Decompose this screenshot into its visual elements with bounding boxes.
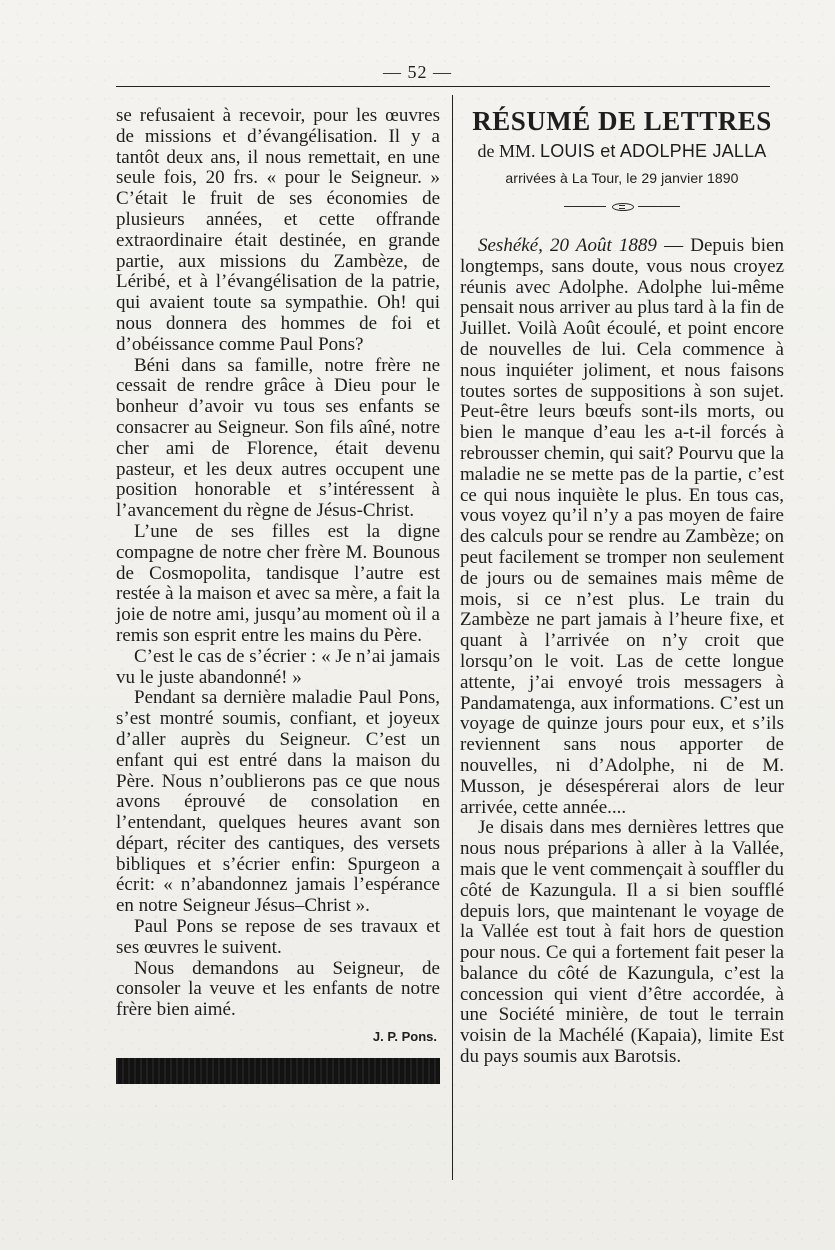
left-column xyxy=(116,106,440,1084)
signature: J. P. Pons. xyxy=(372,1029,437,1045)
left-paragraph-2: Béni dans sa famille, notre frère ne cessait de rendre grâce à Dieu pour le bonheur d’avoir vu tous ses enfants se consacrer au Seigneur. Son fils aîné, notre cher ami de Florence, était devenu pasteur, et les deux autres occupent une position honorable et s’intéressent à l’avancement du règne de Jésus-Christ. xyxy=(116,354,440,522)
subtitle-prefix: de MM. xyxy=(477,141,536,161)
right-paragraph-1 xyxy=(460,236,784,818)
dateline: Seshéké, 20 Août 1889 xyxy=(478,235,657,256)
left-paragraph-3: L’une de ses filles est la digne compagne de notre cher frère M. Bounous de Cosmopolita, tandisque l’autre est restée à la maison et avec sa mère, a fait la joie de notre ami, jusqu’au moment où il a remis son esprit entre les mains du Père. xyxy=(116,520,440,646)
right-paragraph-1-text: — Depuis bien longtemps, sans doute, vous nous croyez réunis avec Adolphe. Adolphe lui-même pensait nous arriver au plus tard à la fin de Juillet. Voilà Août écoulé, et point encore de nouvelles de lui. Cela commence à nous inquiéter joliment, et nous faisons toutes sortes de suppositions à son sujet. Peut-être leurs bœufs sont-ils morts, ou bien le manque d’eau les a-t-il forcés à rebrousser chemin, qui sait? Pourvu que la maladie ne se mette pas de la partie, c’est ce qui nous inquiète le plus. En tous cas, vous voyez qu’il n’y a pas moyen de faire des calculs pour se rendre au Zambèze; on peut facilement se tromper non seulement de jours ou de semaines mais même de mois, si ce n’est plus. Le train du Zambèze ne part jamais à l’heure fixe, et quant à l’arrivée on n’y croit que lorsqu’on le voit. Las de cette longue attente, j’ai envoyé trois messagers à Pandamatenga, aux informations. C’est un voyage de quinze jours pour eux, et s’ils reviennent sans nous apporter de nouvelles, ni d’Adolphe, ni de M. Musson, je désespérerai alors de leur arrivée, cette année.... xyxy=(460,235,784,818)
top-rule xyxy=(116,86,770,87)
left-paragraph-6: Paul Pons se repose de ses travaux et ses œuvres le suivent. xyxy=(116,916,440,958)
section-title: RÉSUMÉ DE LETTRES xyxy=(472,106,772,136)
column-divider xyxy=(452,95,453,1180)
right-column xyxy=(460,106,784,1068)
left-paragraph-1: se refusaient à recevoir, pour les œuvres de missions et d’évangélisation. Il y a tantôt deux ans, il nous remettait, en une seule fois, 20 frs. « pour le Seigneur. » C’était le fruit de ses économies de plusieurs années, et cette offrande extraordinaire était destinée, en grande partie, aux missions du Zambèze, de Léribé, et à l’évangélisation de la patrie, qui avaient toute sa sympathie. Oh! qui nous donnera des hommes de foi et d’obéissance comme Paul Pons? xyxy=(116,105,440,355)
left-paragraph-5: Pendant sa dernière maladie Paul Pons, s’est montré soumis, confiant, et joyeux d’aller auprès du Seigneur. C’est un enfant qui est entré dans la maison du Père. Nous n’oublierons pas ce que nous avons éprouvé de consolation en l’entendant, quelques heures avant son départ, réciter des cantiques, des versets bibliques et s’écrier enfin: Spurgeon a écrit: « n’abandonnez jamais l’espérance en notre Seigneur Jésus–Christ ». xyxy=(116,687,440,917)
arrival-note: arrivées à La Tour, le 29 janvier 1890 xyxy=(505,170,739,186)
bottom-black-band xyxy=(116,1058,440,1084)
ornament-center xyxy=(612,203,634,211)
ornament-divider xyxy=(564,202,680,212)
section-subtitle xyxy=(460,141,784,162)
left-paragraph-4: C’est le cas de s’écrier : « Je n’ai jamais vu le juste abandonné! » xyxy=(116,645,440,688)
page-number: — 52 — xyxy=(383,62,452,82)
subtitle-names: LOUIS et ADOLPHE JALLA xyxy=(540,141,767,161)
right-paragraph-2: Je disais dans mes dernières lettres que nous nous préparions à aller à la Vallée, mais que le vent commençait à souffler du côté de Kazungula. Il a si bien soufflé depuis lors, que maintenant le voyage de la Vallée est tout à fait hors de question pour nous. Ce qui a fortement fait peser la balance du côté de Kazungula, c’est la concession qui vient d’être accordée, à une Société minière, de tout le terrain voisin de la Machélé (Kapaia), limite Est du pays soumis aux Barotsis. xyxy=(460,817,784,1068)
left-paragraph-7: Nous demandons au Seigneur, de consoler la veuve et les enfants de notre frère bien aimé. xyxy=(116,957,440,1021)
